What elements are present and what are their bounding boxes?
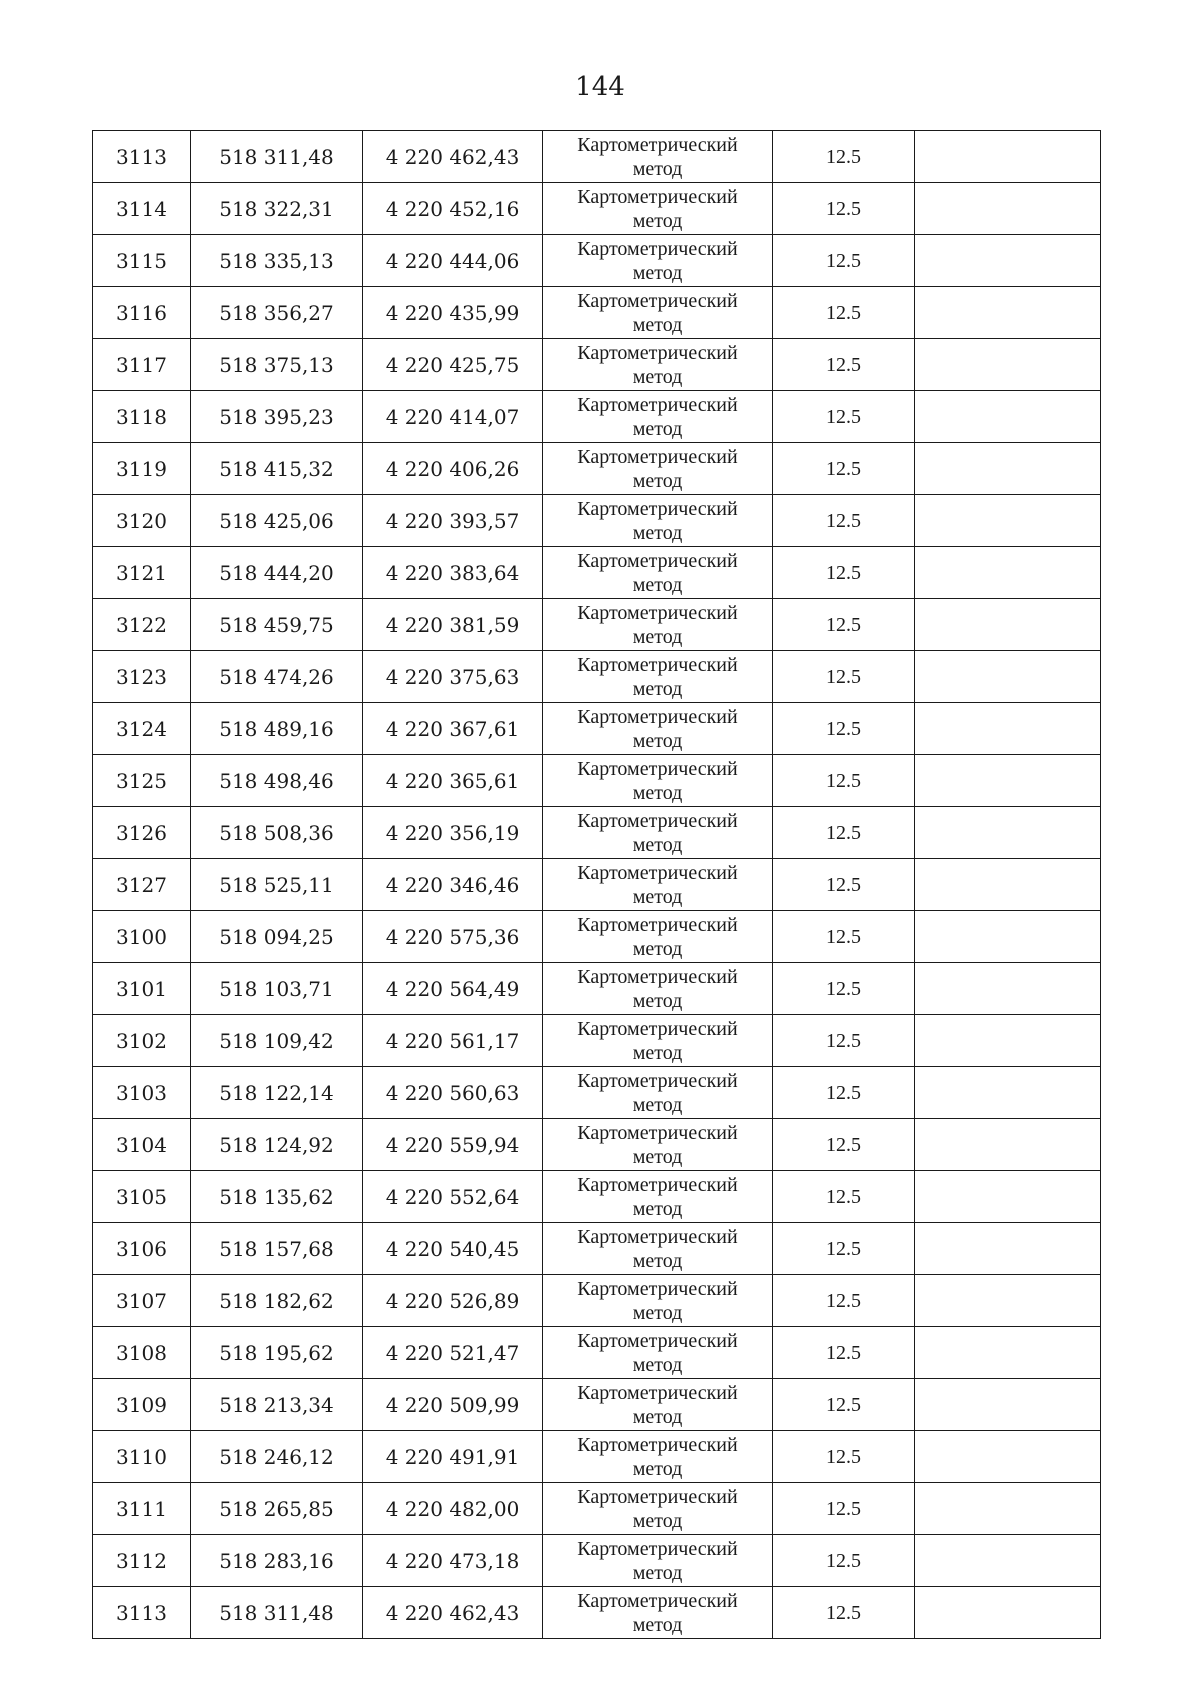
accuracy-cell: 12.5 (773, 1379, 915, 1431)
method-cell (543, 807, 773, 859)
method-line-1: Картометрический (577, 1173, 738, 1196)
table-row (93, 391, 1101, 443)
method-line-2: метод (632, 989, 683, 1012)
y-coordinate-cell: 4 220 560,63 (363, 1067, 543, 1119)
method-line-1: Картометрический (577, 1589, 738, 1612)
x-coordinate-cell: 518 425,06 (191, 495, 363, 547)
method-line-2: метод (632, 365, 683, 388)
point-number-cell: 3116 (93, 287, 191, 339)
method-line-2: метод (632, 677, 683, 700)
y-coordinate-cell: 4 220 462,43 (363, 1587, 543, 1639)
method-line-1: Картометрический (577, 1433, 738, 1456)
page-number: 144 (575, 72, 625, 102)
x-coordinate-cell: 518 322,31 (191, 183, 363, 235)
x-coordinate-cell: 518 213,34 (191, 1379, 363, 1431)
table-row (93, 703, 1101, 755)
empty-cell (915, 703, 1101, 755)
y-coordinate-cell: 4 220 473,18 (363, 1535, 543, 1587)
empty-cell (915, 807, 1101, 859)
method-cell (543, 1275, 773, 1327)
point-number-cell: 3114 (93, 183, 191, 235)
accuracy-cell: 12.5 (773, 287, 915, 339)
y-coordinate-cell: 4 220 452,16 (363, 183, 543, 235)
x-coordinate-cell: 518 356,27 (191, 287, 363, 339)
point-number-cell: 3123 (93, 651, 191, 703)
empty-cell (915, 183, 1101, 235)
table-row (93, 1015, 1101, 1067)
empty-cell (915, 1327, 1101, 1379)
accuracy-cell: 12.5 (773, 807, 915, 859)
point-number-cell: 3124 (93, 703, 191, 755)
method-cell (543, 859, 773, 911)
method-cell (543, 391, 773, 443)
x-coordinate-cell: 518 335,13 (191, 235, 363, 287)
method-cell (543, 495, 773, 547)
method-line-2: метод (632, 157, 683, 180)
empty-cell (915, 547, 1101, 599)
method-line-2: метод (632, 1041, 683, 1064)
method-cell (543, 1223, 773, 1275)
method-line-1: Картометрический (577, 809, 738, 832)
accuracy-cell: 12.5 (773, 1431, 915, 1483)
accuracy-cell: 12.5 (773, 547, 915, 599)
table-row (93, 1431, 1101, 1483)
method-line-2: метод (632, 1145, 683, 1168)
method-line-1: Картометрический (577, 1225, 738, 1248)
method-line-1: Картометрический (577, 653, 738, 676)
x-coordinate-cell: 518 103,71 (191, 963, 363, 1015)
empty-cell (915, 1483, 1101, 1535)
method-line-2: метод (632, 1457, 683, 1480)
empty-cell (915, 859, 1101, 911)
method-line-2: метод (632, 313, 683, 336)
method-line-2: метод (632, 573, 683, 596)
method-cell (543, 1535, 773, 1587)
empty-cell (915, 495, 1101, 547)
method-line-2: метод (632, 1093, 683, 1116)
method-line-1: Картометрический (577, 289, 738, 312)
x-coordinate-cell: 518 124,92 (191, 1119, 363, 1171)
table-row (93, 755, 1101, 807)
method-line-2: метод (632, 521, 683, 544)
table-row (93, 963, 1101, 1015)
y-coordinate-cell: 4 220 406,26 (363, 443, 543, 495)
y-coordinate-cell: 4 220 367,61 (363, 703, 543, 755)
method-line-1: Картометрический (577, 549, 738, 572)
empty-cell (915, 911, 1101, 963)
x-coordinate-cell: 518 094,25 (191, 911, 363, 963)
empty-cell (915, 391, 1101, 443)
empty-cell (915, 287, 1101, 339)
y-coordinate-cell: 4 220 540,45 (363, 1223, 543, 1275)
accuracy-cell: 12.5 (773, 235, 915, 287)
method-cell (543, 599, 773, 651)
empty-cell (915, 443, 1101, 495)
y-coordinate-cell: 4 220 414,07 (363, 391, 543, 443)
accuracy-cell: 12.5 (773, 443, 915, 495)
method-cell (543, 235, 773, 287)
y-coordinate-cell: 4 220 381,59 (363, 599, 543, 651)
method-cell (543, 755, 773, 807)
y-coordinate-cell: 4 220 509,99 (363, 1379, 543, 1431)
point-number-cell: 3112 (93, 1535, 191, 1587)
y-coordinate-cell: 4 220 561,17 (363, 1015, 543, 1067)
accuracy-cell: 12.5 (773, 1327, 915, 1379)
method-line-1: Картометрический (577, 393, 738, 416)
empty-cell (915, 235, 1101, 287)
x-coordinate-cell: 518 498,46 (191, 755, 363, 807)
y-coordinate-cell: 4 220 375,63 (363, 651, 543, 703)
accuracy-cell: 12.5 (773, 391, 915, 443)
empty-cell (915, 1431, 1101, 1483)
method-cell (543, 1119, 773, 1171)
method-line-2: метод (632, 1353, 683, 1376)
x-coordinate-cell: 518 489,16 (191, 703, 363, 755)
point-number-cell: 3106 (93, 1223, 191, 1275)
empty-cell (915, 1223, 1101, 1275)
point-number-cell: 3102 (93, 1015, 191, 1067)
method-line-1: Картометрический (577, 1069, 738, 1092)
method-line-2: метод (632, 625, 683, 648)
accuracy-cell: 12.5 (773, 1587, 915, 1639)
method-line-2: метод (632, 1509, 683, 1532)
empty-cell (915, 1015, 1101, 1067)
accuracy-cell: 12.5 (773, 599, 915, 651)
method-line-2: метод (632, 469, 683, 492)
method-line-1: Картометрический (577, 965, 738, 988)
y-coordinate-cell: 4 220 365,61 (363, 755, 543, 807)
method-line-1: Картометрический (577, 1017, 738, 1040)
method-cell (543, 1015, 773, 1067)
point-number-cell: 3101 (93, 963, 191, 1015)
method-line-1: Картометрический (577, 705, 738, 728)
y-coordinate-cell: 4 220 564,49 (363, 963, 543, 1015)
point-number-cell: 3107 (93, 1275, 191, 1327)
x-coordinate-cell: 518 508,36 (191, 807, 363, 859)
y-coordinate-cell: 4 220 356,19 (363, 807, 543, 859)
table-row (93, 859, 1101, 911)
accuracy-cell: 12.5 (773, 1223, 915, 1275)
accuracy-cell: 12.5 (773, 1015, 915, 1067)
accuracy-cell: 12.5 (773, 1535, 915, 1587)
empty-cell (915, 131, 1101, 183)
point-number-cell: 3104 (93, 1119, 191, 1171)
x-coordinate-cell: 518 182,62 (191, 1275, 363, 1327)
point-number-cell: 3126 (93, 807, 191, 859)
coordinates-table (92, 130, 1101, 1639)
method-line-2: метод (632, 209, 683, 232)
point-number-cell: 3120 (93, 495, 191, 547)
method-cell (543, 1431, 773, 1483)
empty-cell (915, 339, 1101, 391)
point-number-cell: 3109 (93, 1379, 191, 1431)
method-cell (543, 131, 773, 183)
method-line-1: Картометрический (577, 913, 738, 936)
method-line-2: метод (632, 1561, 683, 1584)
point-number-cell: 3100 (93, 911, 191, 963)
x-coordinate-cell: 518 122,14 (191, 1067, 363, 1119)
empty-cell (915, 755, 1101, 807)
accuracy-cell: 12.5 (773, 963, 915, 1015)
x-coordinate-cell: 518 195,62 (191, 1327, 363, 1379)
table-row (93, 1275, 1101, 1327)
table-row (93, 1171, 1101, 1223)
y-coordinate-cell: 4 220 521,47 (363, 1327, 543, 1379)
method-line-1: Картометрический (577, 861, 738, 884)
table-row (93, 1119, 1101, 1171)
x-coordinate-cell: 518 283,16 (191, 1535, 363, 1587)
table-row (93, 651, 1101, 703)
method-line-1: Картометрический (577, 445, 738, 468)
table-row (93, 131, 1101, 183)
empty-cell (915, 599, 1101, 651)
table-row (93, 599, 1101, 651)
x-coordinate-cell: 518 444,20 (191, 547, 363, 599)
method-line-1: Картометрический (577, 1121, 738, 1144)
point-number-cell: 3125 (93, 755, 191, 807)
method-line-2: метод (632, 1249, 683, 1272)
method-line-2: метод (632, 885, 683, 908)
method-line-2: метод (632, 417, 683, 440)
method-line-2: метод (632, 937, 683, 960)
x-coordinate-cell: 518 525,11 (191, 859, 363, 911)
x-coordinate-cell: 518 459,75 (191, 599, 363, 651)
table-row (93, 1327, 1101, 1379)
accuracy-cell: 12.5 (773, 651, 915, 703)
y-coordinate-cell: 4 220 435,99 (363, 287, 543, 339)
accuracy-cell: 12.5 (773, 755, 915, 807)
table-row (93, 1379, 1101, 1431)
accuracy-cell: 12.5 (773, 339, 915, 391)
point-number-cell: 3108 (93, 1327, 191, 1379)
y-coordinate-cell: 4 220 393,57 (363, 495, 543, 547)
y-coordinate-cell: 4 220 346,46 (363, 859, 543, 911)
method-cell (543, 339, 773, 391)
method-cell (543, 443, 773, 495)
table-row (93, 1223, 1101, 1275)
y-coordinate-cell: 4 220 383,64 (363, 547, 543, 599)
point-number-cell: 3110 (93, 1431, 191, 1483)
method-line-2: метод (632, 1197, 683, 1220)
point-number-cell: 3127 (93, 859, 191, 911)
method-line-2: метод (632, 261, 683, 284)
method-cell (543, 287, 773, 339)
y-coordinate-cell: 4 220 462,43 (363, 131, 543, 183)
method-line-1: Картометрический (577, 341, 738, 364)
point-number-cell: 3113 (93, 131, 191, 183)
empty-cell (915, 1119, 1101, 1171)
table-row (93, 1483, 1101, 1535)
method-cell (543, 703, 773, 755)
method-cell (543, 963, 773, 1015)
point-number-cell: 3121 (93, 547, 191, 599)
method-line-1: Картометрический (577, 1537, 738, 1560)
x-coordinate-cell: 518 311,48 (191, 1587, 363, 1639)
point-number-cell: 3105 (93, 1171, 191, 1223)
method-line-1: Картометрический (577, 1485, 738, 1508)
accuracy-cell: 12.5 (773, 1171, 915, 1223)
table-row (93, 443, 1101, 495)
method-line-2: метод (632, 1613, 683, 1636)
point-number-cell: 3111 (93, 1483, 191, 1535)
y-coordinate-cell: 4 220 444,06 (363, 235, 543, 287)
point-number-cell: 3113 (93, 1587, 191, 1639)
method-cell (543, 1171, 773, 1223)
y-coordinate-cell: 4 220 559,94 (363, 1119, 543, 1171)
point-number-cell: 3103 (93, 1067, 191, 1119)
table-row (93, 807, 1101, 859)
y-coordinate-cell: 4 220 575,36 (363, 911, 543, 963)
point-number-cell: 3115 (93, 235, 191, 287)
table-row (93, 235, 1101, 287)
empty-cell (915, 651, 1101, 703)
x-coordinate-cell: 518 265,85 (191, 1483, 363, 1535)
table-row (93, 287, 1101, 339)
method-line-1: Картометрический (577, 185, 738, 208)
accuracy-cell: 12.5 (773, 911, 915, 963)
method-cell (543, 911, 773, 963)
table-row (93, 339, 1101, 391)
accuracy-cell: 12.5 (773, 859, 915, 911)
accuracy-cell: 12.5 (773, 1275, 915, 1327)
accuracy-cell: 12.5 (773, 1119, 915, 1171)
method-cell (543, 183, 773, 235)
method-line-1: Картометрический (577, 133, 738, 156)
method-line-2: метод (632, 1405, 683, 1428)
method-line-2: метод (632, 1301, 683, 1324)
method-line-2: метод (632, 833, 683, 856)
point-number-cell: 3118 (93, 391, 191, 443)
method-cell (543, 1587, 773, 1639)
x-coordinate-cell: 518 246,12 (191, 1431, 363, 1483)
method-line-1: Картометрический (577, 757, 738, 780)
empty-cell (915, 1379, 1101, 1431)
empty-cell (915, 1067, 1101, 1119)
method-cell (543, 1067, 773, 1119)
method-cell (543, 547, 773, 599)
y-coordinate-cell: 4 220 425,75 (363, 339, 543, 391)
x-coordinate-cell: 518 474,26 (191, 651, 363, 703)
method-cell (543, 1483, 773, 1535)
method-line-1: Картометрический (577, 497, 738, 520)
table-row (93, 547, 1101, 599)
method-line-1: Картометрический (577, 1381, 738, 1404)
x-coordinate-cell: 518 311,48 (191, 131, 363, 183)
coordinates-table-body (93, 131, 1101, 1639)
table-row (93, 911, 1101, 963)
accuracy-cell: 12.5 (773, 1067, 915, 1119)
method-line-1: Картометрический (577, 601, 738, 624)
empty-cell (915, 1535, 1101, 1587)
accuracy-cell: 12.5 (773, 495, 915, 547)
method-line-1: Картометрический (577, 1277, 738, 1300)
method-line-2: метод (632, 729, 683, 752)
empty-cell (915, 1275, 1101, 1327)
point-number-cell: 3119 (93, 443, 191, 495)
empty-cell (915, 1587, 1101, 1639)
y-coordinate-cell: 4 220 482,00 (363, 1483, 543, 1535)
x-coordinate-cell: 518 157,68 (191, 1223, 363, 1275)
point-number-cell: 3117 (93, 339, 191, 391)
x-coordinate-cell: 518 375,13 (191, 339, 363, 391)
empty-cell (915, 963, 1101, 1015)
method-line-1: Картометрический (577, 237, 738, 260)
accuracy-cell: 12.5 (773, 183, 915, 235)
table-row (93, 1587, 1101, 1639)
empty-cell (915, 1171, 1101, 1223)
table-row (93, 183, 1101, 235)
point-number-cell: 3122 (93, 599, 191, 651)
accuracy-cell: 12.5 (773, 1483, 915, 1535)
table-row (93, 495, 1101, 547)
accuracy-cell: 12.5 (773, 131, 915, 183)
method-cell (543, 1327, 773, 1379)
table-row (93, 1535, 1101, 1587)
table-row (93, 1067, 1101, 1119)
y-coordinate-cell: 4 220 526,89 (363, 1275, 543, 1327)
method-line-2: метод (632, 781, 683, 804)
y-coordinate-cell: 4 220 491,91 (363, 1431, 543, 1483)
x-coordinate-cell: 518 135,62 (191, 1171, 363, 1223)
method-line-1: Картометрический (577, 1329, 738, 1352)
method-cell (543, 651, 773, 703)
x-coordinate-cell: 518 395,23 (191, 391, 363, 443)
y-coordinate-cell: 4 220 552,64 (363, 1171, 543, 1223)
method-cell (543, 1379, 773, 1431)
x-coordinate-cell: 518 109,42 (191, 1015, 363, 1067)
x-coordinate-cell: 518 415,32 (191, 443, 363, 495)
accuracy-cell: 12.5 (773, 703, 915, 755)
